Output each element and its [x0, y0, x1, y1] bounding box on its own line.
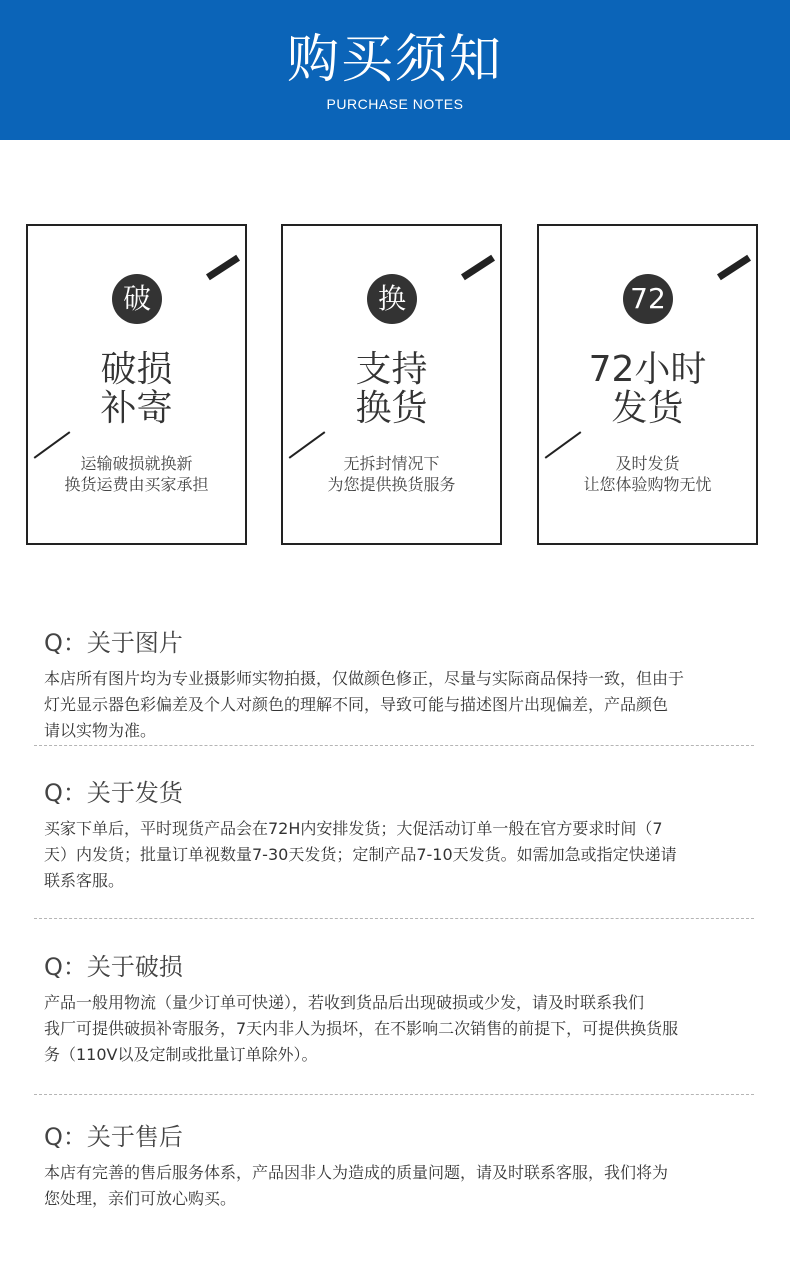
faq-item-after-sales: [44, 1122, 764, 1212]
card-headline: [283, 350, 500, 428]
faq-answer-line: 买家下单后，平时现货产品会在72H内安排发货；大促活动订单一般在官方要求时间（7: [44, 819, 663, 838]
faq-answer-line: 产品一般用物流（量少订单可快递），若收到货品后出现破损或少发，请及时联系我们: [44, 993, 645, 1012]
card-description-line: 为您提供换货服务: [327, 475, 456, 494]
faq-question: Q：关于售后: [44, 1123, 183, 1151]
card-headline: [28, 350, 245, 428]
card-description-line: 及时发货: [615, 454, 680, 473]
card-description: [283, 453, 500, 495]
card-headline-line: 破损: [100, 349, 173, 390]
feature-card-damage: [26, 224, 247, 545]
dashed-divider: [34, 918, 754, 919]
card-description-line: 无拆封情况下: [343, 454, 440, 473]
faq-answer-line: 您处理，亲们可放心购买。: [44, 1189, 237, 1208]
page-subtitle: PURCHASE NOTES: [326, 96, 464, 112]
card-headline-line: 补寄: [100, 388, 173, 429]
card-description-line: 让您体验购物无忧: [583, 475, 712, 494]
dashed-divider: [34, 745, 754, 746]
header-banner: [0, 0, 790, 140]
faq-answer: [44, 816, 764, 894]
faq-answer-line: 天）内发货；批量订单视数量7-30天发货；定制产品7-10天发货。如需加急或指定快递请: [44, 845, 677, 864]
feature-card-exchange: [281, 224, 502, 545]
card-description-line: 运输破损就换新: [80, 454, 193, 473]
card-badge: 72: [623, 274, 673, 324]
faq-question: Q：关于破损: [44, 953, 183, 981]
faq-item-images: [44, 628, 764, 744]
faq-answer-line: 灯光显示器色彩偏差及个人对颜色的理解不同，导致可能与描述图片出现偏差，产品颜色: [44, 695, 669, 714]
card-headline-line: 换货: [355, 388, 428, 429]
faq-item-damage: [44, 952, 764, 1068]
faq-answer-line: 务（110V以及定制或批量订单除外）。: [44, 1045, 318, 1064]
card-headline-line: 72小时: [588, 349, 707, 390]
faq-question: Q：关于发货: [44, 779, 183, 807]
page-title: 购买须知: [286, 30, 503, 90]
faq-answer-line: 联系客服。: [44, 871, 125, 890]
card-description-line: 换货运费由买家承担: [64, 475, 209, 494]
card-headline-line: 支持: [355, 349, 428, 390]
dashed-divider: [34, 1094, 754, 1095]
faq-answer-line: 本店所有图片均为专业摄影师实物拍摄，仅做颜色修正，尽量与实际商品保持一致，但由于: [44, 669, 685, 688]
card-description: [539, 453, 756, 495]
decorative-slash: [206, 255, 240, 280]
card-badge: 换: [367, 274, 417, 324]
faq-answer-line: 本店有完善的售后服务体系，产品因非人为造成的质量问题，请及时联系客服，我们将为: [44, 1163, 669, 1182]
faq-answer: [44, 990, 764, 1068]
card-description: [28, 453, 245, 495]
card-headline-line: 发货: [611, 388, 684, 429]
faq-item-shipping: [44, 778, 764, 894]
card-badge: 破: [112, 274, 162, 324]
card-headline: [539, 350, 756, 428]
faq-answer-line: 我厂可提供破损补寄服务，7天内非人为损坏，在不影响二次销售的前提下，可提供换货服: [44, 1019, 679, 1038]
faq-answer: [44, 666, 764, 744]
faq-question: Q：关于图片: [44, 629, 183, 657]
faq-answer: [44, 1160, 764, 1212]
faq-answer-line: 请以实物为准。: [44, 721, 157, 740]
decorative-slash: [717, 255, 751, 280]
feature-card-shipping: [537, 224, 758, 545]
decorative-slash: [461, 255, 495, 280]
